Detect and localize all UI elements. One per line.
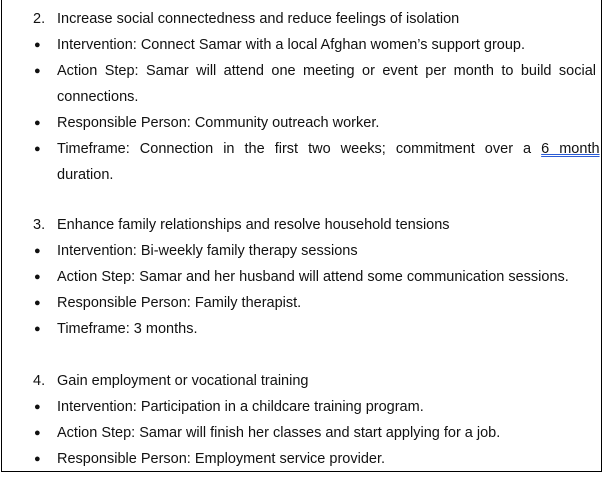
goal-number: 3.: [33, 217, 46, 233]
list-item-text: Responsible Person: Employment service provider.: [57, 451, 386, 467]
list-item-text: duration.: [57, 167, 114, 183]
bullet-icon: ●: [34, 323, 41, 335]
list-item-text: Action Step: Samar will finish her classes and start applying for a job.: [57, 425, 501, 441]
bullet-icon: ●: [34, 245, 41, 257]
list-item-text: Timeframe: 3 months.: [57, 321, 198, 337]
bullet-icon: ●: [34, 117, 41, 129]
bullet-icon: ●: [34, 297, 41, 309]
bullet-icon: ●: [34, 453, 41, 465]
goal-number: 2.: [33, 11, 46, 27]
bullet-icon: ●: [34, 65, 41, 77]
list-item-text: Intervention: Participation in a childcare training program.: [57, 399, 424, 415]
list-item-text: Responsible Person: Community outreach worker.: [57, 115, 380, 131]
list-item-text: Intervention: Bi-weekly family therapy sessions: [57, 243, 358, 259]
bullet-icon: ●: [34, 143, 41, 155]
goal-title: Enhance family relationships and resolve household tensions: [57, 217, 450, 233]
goal-title: Increase social connectedness and reduce feelings of isolation: [57, 11, 460, 27]
timeframe-text: Timeframe: Connection in the first two weeks; commitment over a: [57, 141, 542, 157]
bullet-icon: ●: [34, 401, 41, 413]
goal-title: Gain employment or vocational training: [57, 373, 309, 389]
list-item-text: Action Step: Samar and her husband will attend some communication sessions.: [57, 269, 569, 285]
list-item-text: Intervention: Connect Samar with a local Afghan women’s support group.: [57, 37, 526, 53]
goal-number: 4.: [33, 373, 46, 389]
list-item-text: connections.: [57, 89, 139, 105]
bullet-icon: ●: [34, 427, 41, 439]
list-item-text: Action Step: Samar will attend one meeting or event per month to build social: [57, 63, 596, 79]
list-item-text: Responsible Person: Family therapist.: [57, 295, 302, 311]
spellcheck-underlined-text[interactable]: 6 month: [541, 141, 600, 157]
bullet-icon: ●: [34, 271, 41, 283]
bullet-icon: ●: [34, 39, 41, 51]
list-item-text: [57, 140, 600, 158]
